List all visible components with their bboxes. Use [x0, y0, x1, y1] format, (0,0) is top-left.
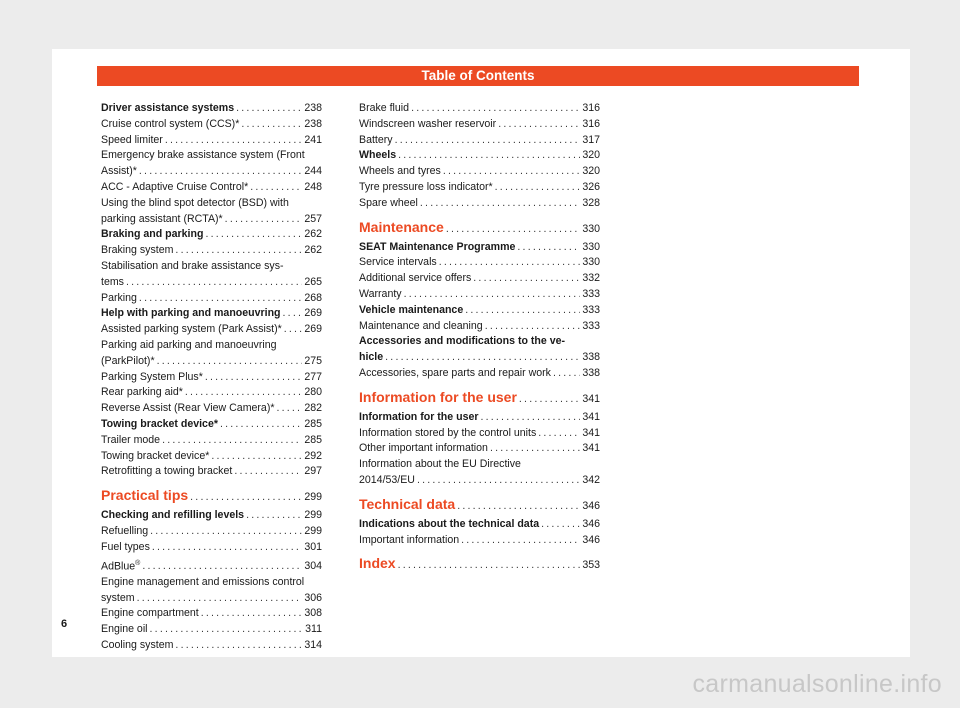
toc-entry-page: 338	[582, 351, 600, 364]
toc-entry-page: 333	[582, 287, 600, 300]
toc-entry-page: 285	[304, 417, 322, 430]
toc-entry-title: Information for the user	[359, 410, 479, 423]
toc-entry[interactable]	[359, 180, 600, 196]
toc-section-title: Information for the user	[359, 388, 517, 405]
toc-entry-title: Assist)*	[101, 165, 137, 178]
toc-entry[interactable]	[359, 319, 600, 335]
toc-entry-page: 311	[305, 623, 322, 636]
toc-section-page: 346	[582, 499, 600, 512]
toc-entry-page: 301	[304, 540, 322, 553]
toc-entry[interactable]	[101, 622, 322, 638]
toc-entry-title: Vehicle maintenance	[359, 303, 464, 316]
toc-entry-title: Spare wheel	[359, 196, 418, 209]
toc-entry-page: 346	[582, 517, 600, 530]
toc-entry-title: Retrofitting a towing bracket	[101, 465, 233, 478]
toc-entry-page: 265	[304, 275, 322, 288]
toc-entry-title: Accessories, spare parts and repair work	[359, 366, 551, 379]
watermark: carmanualsonline.info	[692, 670, 942, 698]
toc-entry[interactable]	[101, 227, 322, 243]
toc-entry-title: Parking System Plus*	[101, 370, 203, 383]
toc-section-page: 330	[582, 222, 600, 235]
toc-entry[interactable]	[101, 322, 322, 338]
toc-section-page: 299	[304, 491, 322, 504]
toc-entry-page: 262	[304, 228, 322, 241]
toc-entry[interactable]	[359, 410, 600, 426]
toc-entry[interactable]	[101, 354, 322, 370]
toc-entry-line: Engine management and emissions control	[101, 575, 305, 588]
toc-entry[interactable]	[101, 464, 322, 480]
toc-entry-title: Checking and refilling levels	[101, 509, 245, 522]
toc-entry-page: 314	[304, 639, 322, 652]
toc-section-title: Maintenance	[359, 218, 444, 235]
toc-entry-page: 328	[582, 196, 600, 209]
toc-entry-title: Assisted parking system (Park Assist)*	[101, 323, 282, 336]
toc-entry[interactable]	[359, 133, 600, 149]
toc-entry-title: Braking system	[101, 244, 174, 257]
toc-entry[interactable]	[359, 473, 600, 489]
toc-entry-title: Braking and parking	[101, 228, 204, 241]
toc-entry[interactable]	[359, 196, 600, 212]
toc-entry[interactable]	[359, 101, 600, 117]
toc-entry[interactable]	[101, 370, 322, 386]
toc-entry[interactable]	[101, 385, 322, 401]
toc-entry-page: 299	[304, 524, 322, 537]
toc-entry-title: hicle	[359, 351, 384, 364]
toc-entry-page: 326	[582, 180, 600, 193]
toc-entry-page: 299	[304, 509, 322, 522]
toc-entry-line: Parking aid parking and manoeuvring	[101, 338, 277, 351]
toc-entry[interactable]	[101, 101, 322, 117]
toc-entry-page: 268	[304, 291, 322, 304]
toc-entry-page: 238	[304, 117, 322, 130]
toc-entry-page: 275	[304, 354, 322, 367]
toc-entry[interactable]	[359, 441, 600, 457]
toc-entry-title: SEAT Maintenance Programme	[359, 240, 516, 253]
toc-entry-title: Fuel types	[101, 540, 150, 553]
toc-entry-title: system	[101, 591, 135, 604]
toc-section-page: 341	[582, 392, 600, 405]
toc-column-left	[101, 101, 322, 654]
toc-entry-title: tems	[101, 275, 124, 288]
toc-entry[interactable]	[101, 591, 322, 607]
toc-entry-page: 316	[582, 117, 600, 130]
toc-section-page: 353	[582, 559, 600, 572]
toc-entry-page: 277	[304, 370, 322, 383]
toc-entry-page: 330	[582, 256, 600, 269]
toc-entry-title: Cruise control system (CCS)*	[101, 117, 240, 130]
toc-entry[interactable]	[101, 417, 322, 433]
toc-section-title: Technical data	[359, 495, 456, 512]
toc-entry-page: 317	[582, 133, 600, 146]
toc-entry-title: Brake fluid	[359, 102, 410, 114]
toc-entry[interactable]	[359, 271, 600, 287]
toc-entry[interactable]	[101, 433, 322, 449]
toc-entry-page: 341	[582, 442, 600, 455]
toc-entry-page: 297	[304, 465, 322, 478]
toc-entry-line: Stabilisation and brake assistance sys-	[101, 259, 284, 272]
toc-entry-title: Battery	[359, 133, 393, 146]
toc-entry[interactable]	[101, 212, 322, 228]
toc-entry[interactable]	[359, 255, 600, 271]
toc-entry-page: 338	[582, 366, 600, 379]
toc-entry-title: Important information	[359, 533, 460, 546]
toc-section[interactable]	[359, 493, 600, 517]
toc-entry[interactable]	[359, 164, 600, 180]
toc-entry-page: 320	[582, 149, 600, 162]
toc-entry-page: 269	[304, 307, 322, 320]
toc-entry-title: Indications about the technical data	[359, 517, 540, 530]
toc-entry[interactable]	[101, 164, 322, 180]
toc-entry-page: 346	[582, 533, 600, 546]
toc-entry[interactable]	[101, 291, 322, 307]
toc-entry-title: parking assistant (RCTA)*	[101, 212, 223, 225]
toc-entry-title: Reverse Assist (Rear View Camera)*	[101, 402, 275, 415]
toc-entry-title: Service intervals	[359, 256, 437, 269]
toc-entry-title: Driver assistance systems	[101, 102, 235, 114]
toc-entry[interactable]	[359, 287, 600, 303]
toc-entry[interactable]	[101, 606, 322, 622]
toc-entry-page: 262	[304, 244, 322, 257]
toc-entry[interactable]	[101, 524, 322, 540]
page-number: 6	[61, 618, 68, 630]
toc-entry-line: Information about the EU Directive	[359, 458, 521, 471]
toc-entry-title: Information stored by the control units	[359, 426, 537, 439]
toc-entry-title: Towing bracket device*	[101, 417, 218, 430]
toc-entry[interactable]	[359, 366, 600, 382]
toc-entry-page: 248	[304, 180, 322, 193]
toc-entry-title: Speed limiter	[101, 133, 163, 146]
toc-entry[interactable]	[359, 303, 600, 319]
toc-entry[interactable]	[101, 275, 322, 291]
toc-entry[interactable]	[101, 243, 322, 259]
toc-entry-title: ACC - Adaptive Cruise Control*	[101, 180, 249, 193]
toc-entry[interactable]	[359, 117, 600, 133]
toc-entry[interactable]	[359, 426, 600, 442]
toc-entry-title: AdBlue®	[101, 559, 141, 573]
toc-entry-page: 238	[304, 102, 322, 114]
toc-entry-title: Warranty	[359, 287, 402, 300]
toc-entry-title: Towing bracket device*	[101, 449, 210, 462]
toc-entry-title: Wheels	[359, 149, 397, 162]
toc-entry[interactable]	[101, 180, 322, 196]
toc-entry[interactable]	[101, 556, 322, 575]
toc-entry-page: 342	[582, 473, 600, 486]
toc-entry-title: Additional service offers	[359, 272, 472, 285]
toc-entry-page: 333	[582, 319, 600, 332]
toc-entry[interactable]	[101, 638, 322, 654]
toc-entry-title: Cooling system	[101, 639, 174, 652]
toc-entry[interactable]	[359, 240, 600, 256]
toc-section-title: Practical tips	[101, 487, 189, 504]
toc-entry-title: Refuelling	[101, 524, 149, 537]
toc-entry-title: Parking	[101, 291, 137, 304]
toc-entry-title: Tyre pressure loss indicator*	[359, 180, 493, 193]
toc-entry-title: (ParkPilot)*	[101, 354, 155, 367]
toc-entry-title: 2014/53/EU	[359, 473, 415, 486]
toc-entry-title: Engine compartment	[101, 607, 199, 620]
toc-entry-page: 320	[582, 165, 600, 178]
toc-entry-page: 292	[304, 449, 322, 462]
toc-entry-page: 330	[582, 240, 600, 253]
registered-mark: ®	[135, 559, 141, 567]
toc-entry[interactable]	[101, 133, 322, 149]
toc-section[interactable]	[359, 386, 600, 410]
toc-entry-title: Help with parking and manoeuvring	[101, 307, 281, 320]
toc-entry-line: Emergency brake assistance system (Front	[101, 149, 305, 162]
toc-entry-title: Other important information	[359, 442, 488, 455]
toc-entry-page: 257	[304, 212, 322, 225]
page-title: Table of Contents	[97, 66, 859, 86]
toc-entry-page: 269	[304, 323, 322, 336]
toc-entry-line: Accessories and modifications to the ve-	[359, 335, 566, 348]
toc-section[interactable]	[101, 484, 322, 508]
toc-entry-page: 341	[582, 426, 600, 439]
toc-entry-title: Engine oil	[101, 623, 148, 636]
toc-entry-page: 244	[304, 165, 322, 178]
toc-entry[interactable]	[101, 449, 322, 465]
toc-entry-line: Using the blind spot detector (BSD) with	[101, 196, 289, 209]
toc-entry[interactable]	[359, 148, 600, 164]
toc-entry-title: Maintenance and cleaning	[359, 319, 483, 332]
toc-entry-page: 304	[304, 560, 322, 573]
toc-section[interactable]	[359, 552, 600, 576]
toc-entry-page: 306	[304, 591, 322, 604]
toc-entry-title: Windscreen washer reservoir	[359, 117, 497, 130]
toc-entry-title: Wheels and tyres	[359, 165, 441, 178]
toc-entry-page: 280	[304, 386, 322, 399]
toc-entry-title: Trailer mode	[101, 433, 161, 446]
toc-entry[interactable]	[101, 540, 322, 556]
toc-entry-page: 285	[304, 433, 322, 446]
toc-entry-page: 308	[304, 607, 322, 620]
toc-column-right	[359, 101, 600, 576]
toc-entry-page: 282	[304, 402, 322, 415]
toc-entry-page: 333	[582, 303, 600, 316]
toc-entry[interactable]	[101, 117, 322, 133]
toc-section[interactable]	[359, 216, 600, 240]
toc-entry-page: 332	[582, 272, 600, 285]
toc-entry[interactable]	[359, 350, 600, 366]
toc-entry[interactable]	[101, 401, 322, 417]
toc-entry[interactable]	[101, 508, 322, 524]
toc-entry[interactable]	[359, 517, 600, 533]
toc-entry-page: 341	[582, 410, 600, 423]
toc-entry-page: 241	[304, 133, 322, 146]
toc-entry[interactable]	[359, 533, 600, 549]
toc-entry-page: 316	[582, 102, 600, 114]
toc-entry-title: Rear parking aid*	[101, 386, 183, 399]
toc-section-title: Index	[359, 555, 396, 572]
toc-entry[interactable]	[101, 306, 322, 322]
